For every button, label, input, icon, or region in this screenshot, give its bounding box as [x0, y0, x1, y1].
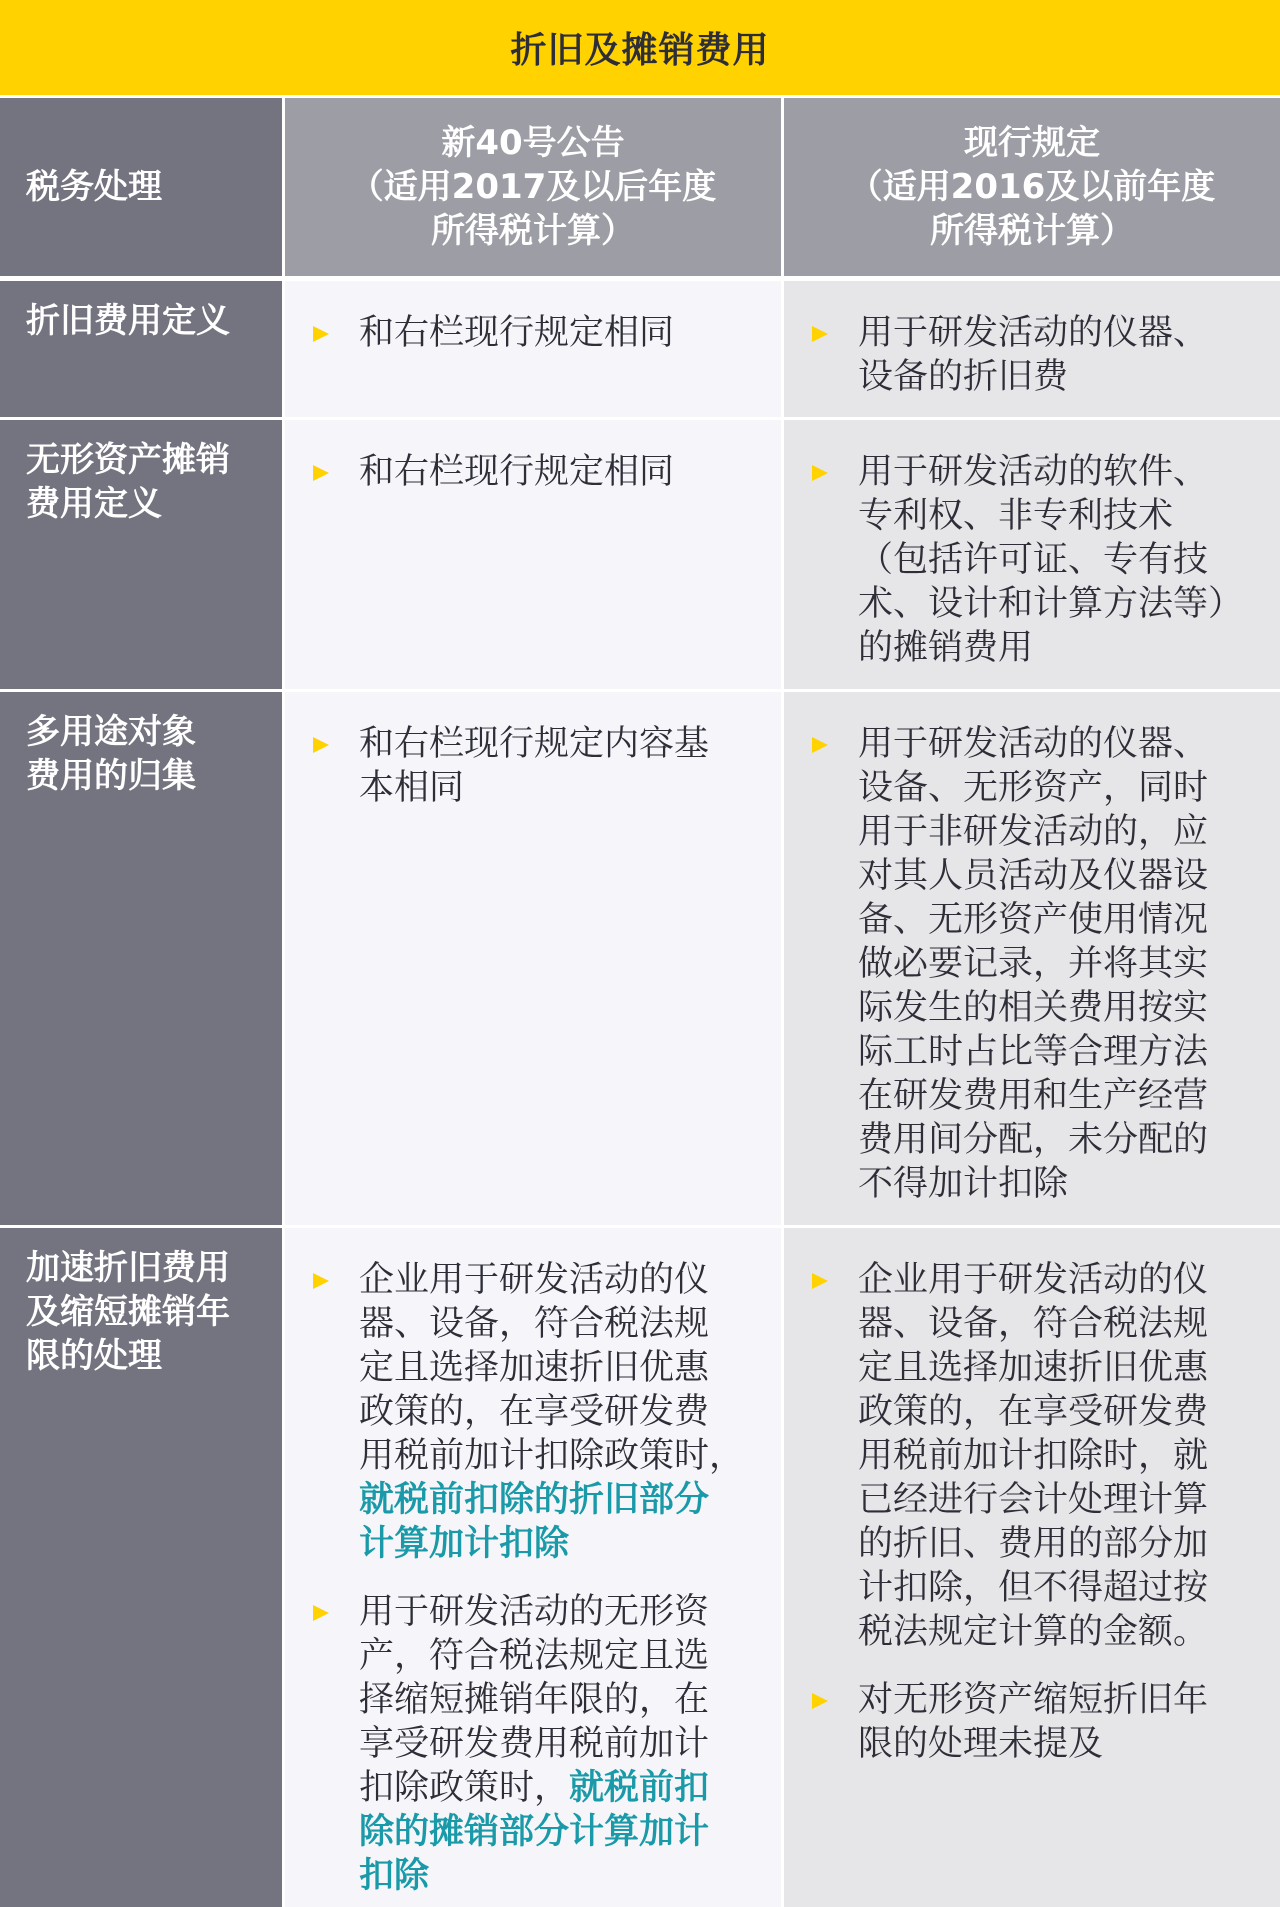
text-segment: 用税前加计扣除时，就 [858, 1436, 1209, 1476]
bullet-arrow-icon [313, 1273, 329, 1289]
row-label: 多用途对象 [26, 712, 196, 752]
bullet-arrow-icon [812, 737, 828, 753]
bullet-item [285, 450, 781, 494]
text-segment: 政策的，在享受研发费 [359, 1392, 710, 1432]
bullet-line [359, 1810, 741, 1854]
bullet-line [359, 1590, 741, 1634]
text-segment: 用税前加计扣除政策时， [359, 1436, 745, 1476]
highlighted-text: 就税前扣 [569, 1768, 710, 1808]
text-segment: 政策的，在享受研发费 [858, 1392, 1209, 1432]
text-segment: 定且选择加速折旧优惠 [359, 1348, 710, 1388]
current-rule-cell [784, 281, 1280, 417]
header-current-line: （适用2016及以前年度 [848, 167, 1216, 207]
bullet-item [784, 311, 1280, 399]
row-label: 费用定义 [26, 484, 162, 524]
bullet-line [858, 1478, 1240, 1522]
bullet-arrow-icon [313, 326, 329, 342]
bullet-item [285, 311, 781, 355]
highlighted-text: 计算加计扣除 [359, 1524, 570, 1564]
bullet-line: 专利权、非专利技术 [858, 496, 1174, 536]
bullet-line [359, 1522, 741, 1566]
bullet-line: （包括许可证、专有技 [858, 540, 1209, 580]
bullet-line [359, 1722, 741, 1766]
bullet-line [858, 1522, 1240, 1566]
bullet-line: 用于非研发活动的，应 [858, 812, 1209, 852]
bullet-line [858, 1346, 1240, 1390]
row-label: 限的处理 [26, 1336, 162, 1376]
header-current-line: 现行规定 [964, 123, 1100, 163]
text-segment: 扣除政策时， [359, 1768, 570, 1808]
cell-content [784, 420, 1280, 670]
bullet-item [285, 1258, 781, 1566]
bullet-line [858, 1610, 1240, 1654]
new-rule-cell [285, 420, 781, 689]
bullet-arrow-icon [313, 465, 329, 481]
text-segment: 器、设备，符合税法规 [359, 1304, 710, 1344]
header-row-label: 税务处理 [26, 167, 162, 207]
bullet-line [359, 1766, 741, 1810]
row-label: 费用的归集 [26, 756, 196, 796]
text-segment: 限的处理未提及 [858, 1724, 1104, 1764]
bullet-line: 不得加计扣除 [858, 1164, 1069, 1204]
bullet-line [359, 1478, 741, 1522]
bullet-line [359, 1302, 741, 1346]
text-segment: 的折旧、费用的部分加 [858, 1524, 1209, 1564]
bullet-line [359, 1678, 741, 1722]
table-title: 折旧及摊销费用 [510, 30, 770, 71]
bullet-line [858, 1434, 1240, 1478]
row-label: 折旧费用定义 [26, 301, 230, 341]
bullet-line: 本相同 [359, 768, 465, 808]
bullet-line: 用于研发活动的软件、 [858, 452, 1209, 492]
cell-content [784, 281, 1280, 399]
bullet-line: 费用间分配，未分配的 [858, 1120, 1209, 1160]
header-new-line: 新40号公告 [441, 123, 625, 163]
bullet-arrow-icon [812, 1693, 828, 1709]
current-rule-cell [784, 420, 1280, 689]
bullet-item [784, 1258, 1280, 1654]
text-segment: 计扣除，但不得超过按 [858, 1568, 1209, 1608]
bullet-line: 备、无形资产使用情况 [858, 900, 1209, 940]
header-new-line: （适用2017及以后年度 [349, 167, 717, 207]
bullet-line: 在研发费用和生产经营 [858, 1076, 1209, 1116]
row-label-cell [0, 1228, 282, 1907]
bullet-line: 术、设计和计算方法等） [858, 584, 1244, 624]
text-segment: 已经进行会计处理计算 [858, 1480, 1209, 1520]
bullet-item [285, 722, 781, 810]
title-bar [0, 0, 1280, 95]
text-segment: 器、设备，符合税法规 [858, 1304, 1209, 1344]
bullet-line: 际发生的相关费用按实 [858, 988, 1209, 1028]
text-segment: 用于研发活动的无形资 [359, 1592, 710, 1632]
cell-content [285, 692, 781, 810]
bullet-line: 做必要记录，并将其实 [858, 944, 1209, 984]
bullet-item [784, 722, 1280, 1206]
row-label-cell [0, 281, 282, 417]
bullet-arrow-icon [313, 1605, 329, 1621]
text-segment: 税法规定计算的金额。 [858, 1612, 1209, 1652]
bullet-item [784, 450, 1280, 670]
bullet-line [359, 1258, 741, 1302]
bullet-line [359, 1634, 741, 1678]
bullet-line [858, 1566, 1240, 1610]
text-segment: 定且选择加速折旧优惠 [858, 1348, 1209, 1388]
bullet-line [359, 1854, 741, 1898]
header-new-line: 所得税计算） [431, 211, 635, 251]
highlighted-text: 扣除 [359, 1856, 430, 1896]
row-label-cell [0, 420, 282, 689]
bullet-line: 设备、无形资产，同时 [858, 768, 1209, 808]
text-segment: 产，符合税法规定且选 [359, 1636, 710, 1676]
bullet-item [285, 1590, 781, 1898]
cell-content [285, 1228, 781, 1898]
cell-content [285, 281, 781, 355]
text-segment: 享受研发费用税前加计 [359, 1724, 710, 1764]
bullet-arrow-icon [812, 1273, 828, 1289]
bullet-line: 和右栏现行规定相同 [359, 313, 675, 353]
bullet-line [359, 1434, 745, 1478]
bullet-line [858, 1390, 1240, 1434]
current-rule-cell [784, 1228, 1280, 1907]
new-rule-cell [285, 692, 781, 1225]
bullet-line [858, 1258, 1240, 1302]
bullet-line [858, 1302, 1240, 1346]
cell-content [285, 420, 781, 494]
bullet-item [784, 1678, 1280, 1766]
header-current-column [784, 98, 1280, 276]
text-segment: 择缩短摊销年限的，在 [359, 1680, 710, 1720]
row-label: 无形资产摊销 [26, 440, 230, 480]
highlighted-text: 就税前扣除的折旧部分 [359, 1480, 710, 1520]
bullet-line: 的摊销费用 [858, 628, 1034, 668]
row-label: 及缩短摊销年 [26, 1292, 230, 1332]
text-segment: 企业用于研发活动的仪 [858, 1260, 1209, 1300]
text-segment: 对无形资产缩短折旧年 [858, 1680, 1209, 1720]
bullet-line: 用于研发活动的仪器、 [858, 724, 1209, 764]
bullet-line [359, 1390, 741, 1434]
bullet-arrow-icon [812, 326, 828, 342]
header-new-column [285, 98, 781, 276]
bullet-line [858, 1678, 1240, 1722]
bullet-line [858, 1722, 1240, 1766]
header-row-label-cell [0, 98, 282, 276]
bullet-arrow-icon [313, 737, 329, 753]
bullet-line: 设备的折旧费 [858, 357, 1069, 397]
bullet-line: 对其人员活动及仪器设 [858, 856, 1209, 896]
bullet-line: 用于研发活动的仪器、 [858, 313, 1209, 353]
header-current-line: 所得税计算） [930, 211, 1134, 251]
bullet-line: 际工时占比等合理方法 [858, 1032, 1209, 1072]
highlighted-text: 除的摊销部分计算加计 [359, 1812, 710, 1852]
bullet-line [359, 1346, 741, 1390]
bullet-line: 和右栏现行规定相同 [359, 452, 675, 492]
bullet-line: 和右栏现行规定内容基 [359, 724, 710, 764]
current-rule-cell [784, 692, 1280, 1225]
text-segment: 企业用于研发活动的仪 [359, 1260, 710, 1300]
new-rule-cell [285, 1228, 781, 1907]
row-label: 加速折旧费用 [26, 1248, 230, 1288]
bullet-arrow-icon [812, 465, 828, 481]
cell-content [784, 692, 1280, 1206]
row-label-cell [0, 692, 282, 1225]
new-rule-cell [285, 281, 781, 417]
cell-content [784, 1228, 1280, 1766]
